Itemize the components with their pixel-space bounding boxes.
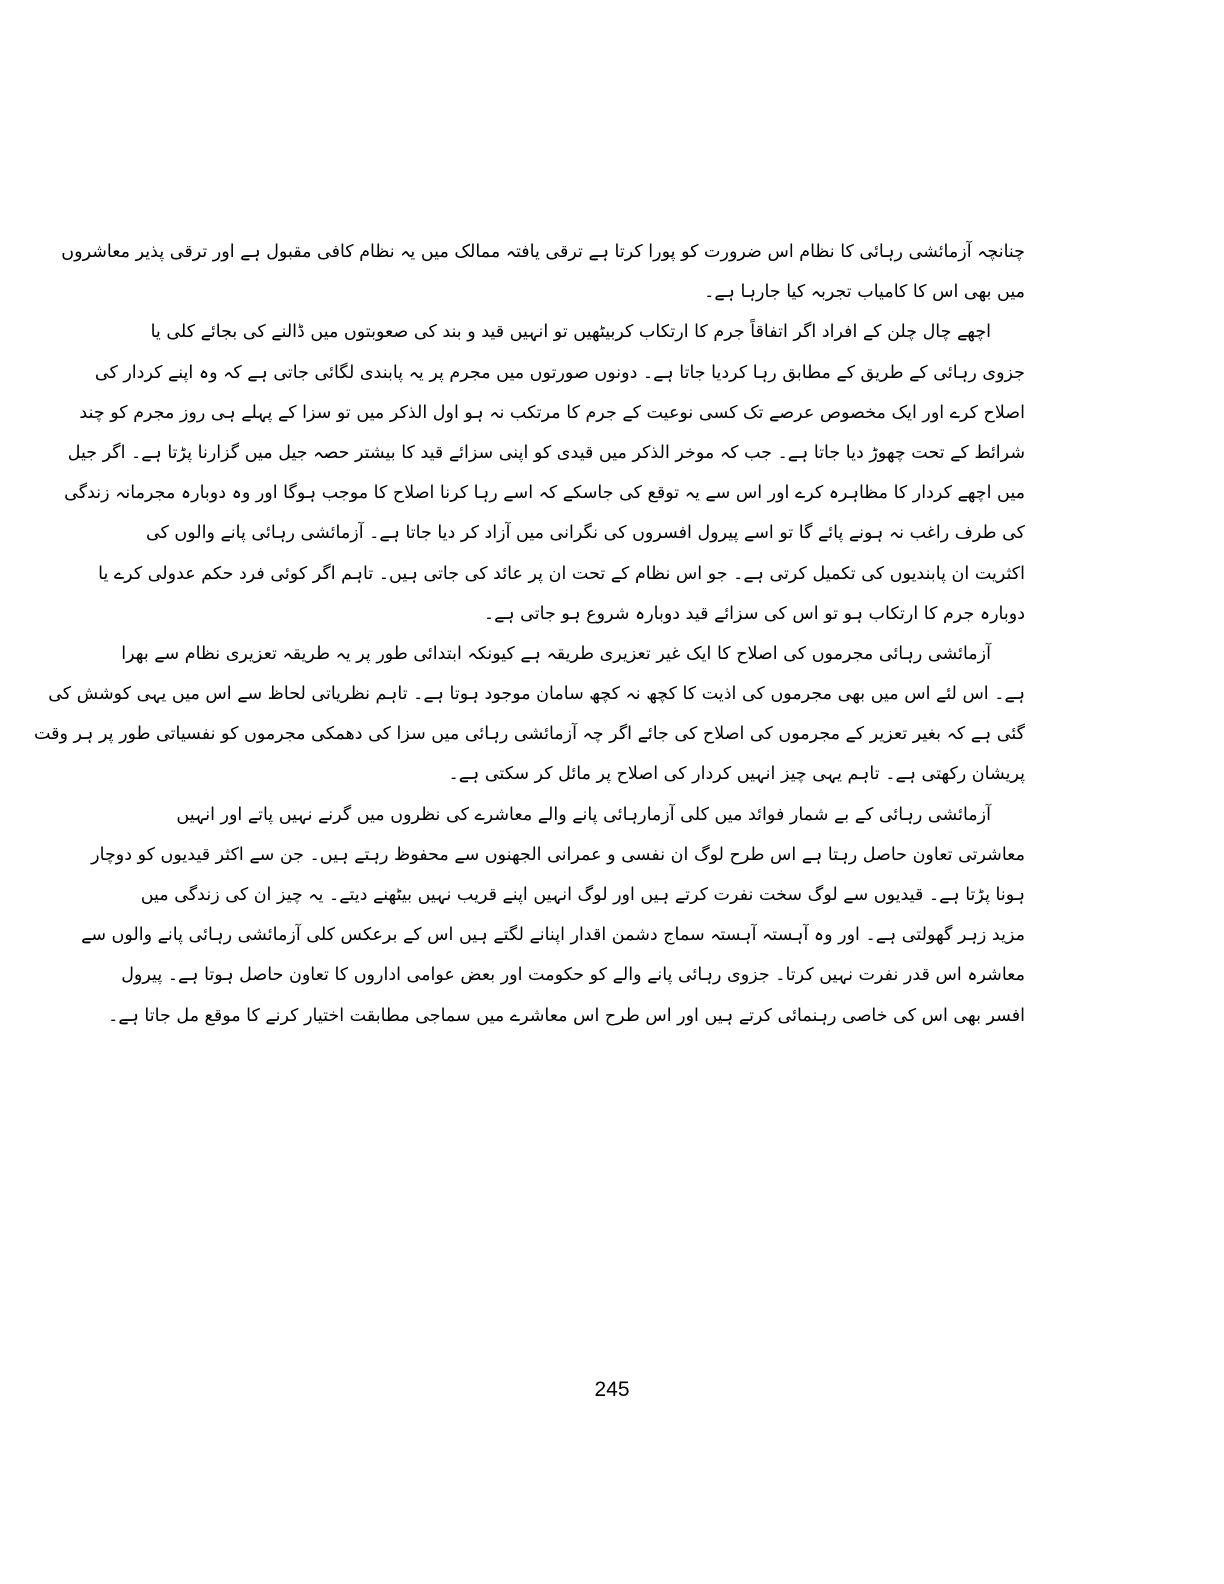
paragraph-4 — [81, 795, 1025, 1036]
paragraph-line: گئی ہے کہ بغیر تعزیر کے مجرموں کی اصلاح کی جائے اگر چہ آزمائشی رہائی میں سزا کی دھمکی مجرموں کو نفسیاتی طور پر ہر وقت — [33, 724, 1025, 745]
paragraph-line: ہے۔ اس لئے اس میں بھی مجرموں کی اذیت کا کچھ نہ کچھ سامان موجود ہوتا ہے۔ تاہم نظریاتی لحاظ سے اس میں یہی کوشش کی — [48, 684, 1025, 705]
paragraph-line: ہونا پڑتا ہے۔ قیدیوں سے لوگ سخت نفرت کرتے ہیں اور لوگ انہیں اپنے قریب نہیں بیٹھنے دیتے۔ یہ چیز ان کی زندگی میں — [140, 885, 1025, 905]
paragraph-line: جزوی رہائی کے طریق کے مطابق رہا کردیا جاتا ہے۔ دونوں صورتوں میں مجرم پر یہ پابندی لگائی جاتی ہے کہ وہ اپنے کردار کی — [94, 362, 1025, 383]
paragraph-2 — [64, 312, 1025, 634]
body-text — [33, 232, 1025, 1036]
page-number: 245 — [594, 1378, 630, 1401]
paragraph-line: شرائط کے تحت چھوڑ دیا جاتا ہے۔ جب کہ موخر الذکر میں قیدی کو اپنی سزائے قید کا بیشتر حصہ جیل میں گزارنا پڑتا ہے۔ اگر جیل — [67, 442, 1025, 463]
paragraph-line: آزمائشی رہائی کے بے شمار فوائد میں کلی آزمارہائی پانے والے معاشرے کی نظروں میں گرنے نہیں پاتے اور انہیں — [176, 804, 991, 825]
paragraph-line: مزید زہر گھولتی ہے۔ اور وہ آہستہ آہستہ سماج دشمن اقدار اپنانے لگتے ہیں اس کے برعکس کلی آزمائشی رہائی پانے والوں سے — [81, 925, 1025, 946]
paragraph-line: دوبارہ جرم کا ارتکاب ہو تو اس کی سزائے قید دوبارہ شروع ہو جاتی ہے۔ — [483, 603, 1025, 624]
paragraph-line: اصلاح کرے اور ایک مخصوص عرصے تک کسی نوعیت کے جرم کا مرتکب نہ ہو اول الذکر میں تو سزا کے پہلے ہی روز مجرم کو چند — [79, 402, 1025, 423]
paragraph-line: اکثریت ان پابندیوں کی تکمیل کرتی ہے۔ جو اس نظام کے تحت ان پر عائد کی جاتی ہیں۔ تاہم اگر کوئی فرد حکم عدولی کرے یا — [98, 563, 1025, 584]
paragraph-line: افسر بھی اس کی خاصی رہنمائی کرتے ہیں اور اس طرح اس معاشرے میں سماجی مطابقت اختیار کرنے کا موقع مل جاتا ہے۔ — [108, 1005, 1025, 1026]
paragraph-line: معاشرتی تعاون حاصل رہتا ہے اس طرح لوگ ان نفسی و عمرانی الجھنوں سے محفوظ رہتے ہیں۔ جن سے اکثر قیدیوں کو دوچار — [91, 844, 1025, 865]
paragraph-line: چنانچہ آزمائشی رہائی کا نظام اس ضرورت کو پورا کرتا ہے ترقی یافتہ ممالک میں یہ نظام کافی مقبول ہے اور ترقی پذیر معاشروں — [61, 242, 1025, 262]
paragraph-line: میں بھی اس کا کامیاب تجربہ کیا جارہا ہے۔ — [704, 282, 1025, 303]
paragraph-line: پریشان رکھتی ہے۔ تاہم یہی چیز انہیں کردار کی اصلاح پر مائل کر سکتی ہے۔ — [448, 764, 1025, 785]
paragraph-line: معاشرہ اس قدر نفرت نہیں کرتا۔ جزوی رہائی پانے والے کو حکومت اور بعض عوامی اداروں کا تعاون حاصل ہوتا ہے۔ پیرول — [121, 965, 1025, 986]
paragraph-line: میں اچھے کردار کا مظاہرہ کرے اور اس سے یہ توقع کی جاسکے کہ اسے رہا کرنا اصلاح کا موجب ہوگا اور وہ دوبارہ مجرمانہ زندگی — [64, 483, 1025, 504]
paragraph-line: اچھے چال چلن کے افراد اگر اتفاقاً جرم کا ارتکاب کربیٹھیں تو انہیں قید و بند کی صعوبتوں میں ڈالنے کی بجائے کلی یا — [150, 322, 991, 343]
paragraph-line: کی طرف راغب نہ ہونے پائے گا تو اسے پیرول افسروں کی نگرانی میں آزاد کر دیا جاتا ہے۔ آزمائشی رہائی پانے والوں کی — [145, 523, 1025, 544]
paragraph-1 — [61, 232, 1025, 312]
paragraph-3 — [33, 634, 1025, 795]
paragraph-line: آزمائشی رہائی مجرموں کی اصلاح کا ایک غیر تعزیری طریقہ ہے کیونکہ ابتدائی طور پر یہ طریقہ تعزیری نظام سے بھرا — [121, 643, 991, 664]
